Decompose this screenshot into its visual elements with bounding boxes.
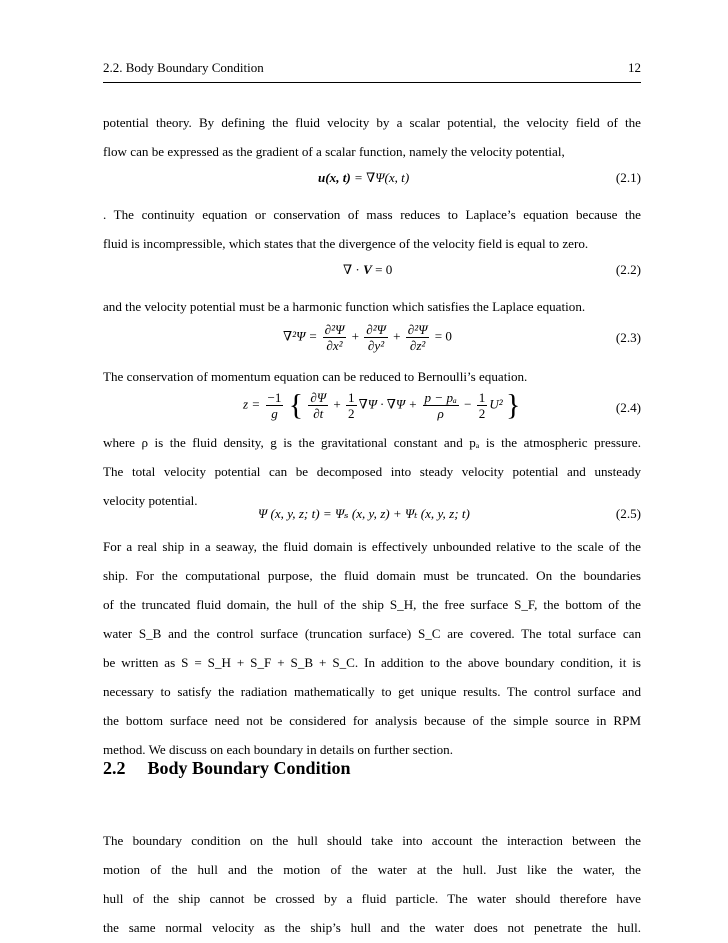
section-heading [103, 758, 351, 779]
text-line: be written as S = S_H + S_F + S_B + S_C. In addition to the above boundary condition, it is [103, 655, 641, 670]
fraction: $\frac{\text{∂²Ψ}}{\text{∂y²}}$ [366, 322, 386, 353]
text-line: the same normal velocity as the ship’s hull and the water does not penetrate the hull. [103, 920, 641, 935]
text-line: of the truncated fluid domain, the hull of the ship S_H, the free surface S_F, the bottom of the [103, 597, 641, 612]
equation-operator: ∇ · [343, 262, 364, 277]
equation-number: (2.5) [615, 506, 641, 521]
running-header [103, 60, 641, 76]
left-brace: { [288, 388, 304, 422]
running-title: 2.2. Body Boundary Condition [103, 60, 264, 75]
equation-2-4: z = $\frac{-1}{g}$ { $\frac{\partial\Psi}{\partial t}$ + $\frac{1}{2}$ ∇Ψ · ∇Ψ + $\frac{\text{p − pₐ}}{\rho}$ − $\frac{1}{2}$ U² } (2.4) [243, 388, 641, 422]
equation-rhs: = 0 [371, 262, 393, 277]
text-line: method. We discuss on each boundary in details on further section. [103, 742, 453, 757]
equation-2-3: ∇²Ψ = $\frac{\text{∂²Ψ}}{\text{∂x²}}$ + $\frac{\text{∂²Ψ}}{\text{∂y²}}$ + $\frac{\text{∂²Ψ}}{\text{∂z²}}$ = 0 (2.3) [283, 322, 641, 353]
equation-lhs: z = [243, 396, 261, 412]
equation-u-squared: U² [489, 396, 503, 412]
section-title: Body Boundary Condition [147, 758, 351, 778]
fraction: $\frac{\text{p − pₐ}}{\rho}$ [424, 390, 457, 421]
equation-tail: = 0 [434, 328, 452, 344]
text-line: motion of the hull and the motion of the water at the hull. Just like the water, the [103, 862, 641, 877]
fraction: $\frac{-1}{g}$ [267, 390, 282, 421]
equation-number: (2.3) [615, 330, 641, 345]
equation-body: Ψ (x, y, z; t) = Ψₛ (x, y, z) + Ψₜ (x, y, z; t) [258, 506, 470, 521]
equation-lhs: u(x, t) [318, 170, 351, 185]
equation-number: (2.2) [615, 262, 641, 277]
equation-lhs: ∇²Ψ = [283, 328, 318, 344]
paragraph [103, 532, 641, 764]
fraction: $\frac{1}{2}$ [478, 390, 486, 421]
text-line: the bottom surface need not be considered for analysis because of the simple source in RPM [103, 713, 641, 728]
text-line: water S_B and the control surface (truncation surface) S_C are covered. The total surface can [103, 626, 641, 641]
text-line: where ρ is the fluid density, g is the gravitational constant and pₐ is the atmospheric pressure. [103, 435, 641, 450]
text-line: flow can be expressed as the gradient of a scalar function, namely the velocity potential, [103, 144, 565, 159]
text-line: The boundary condition on the hull should take into account the interaction between the [103, 833, 641, 848]
equation-number: (2.4) [615, 400, 641, 415]
paragraph [103, 200, 641, 258]
paragraph [103, 428, 641, 515]
equation-number: (2.1) [615, 170, 641, 185]
header-rule [103, 82, 641, 83]
text-line: and the velocity potential must be a harmonic function which satisfies the Laplace equation. [103, 299, 586, 314]
equation-middle: ∇Ψ · ∇Ψ + [358, 396, 418, 412]
text-line: potential theory. By defining the fluid velocity by a scalar potential, the velocity field of the [103, 115, 641, 130]
paragraph [103, 826, 641, 942]
text-line: hull of the ship cannot be crossed by a fluid particle. The water should therefore have [103, 891, 641, 906]
fraction: $\frac{\partial\Psi}{\partial t}$ [310, 390, 327, 421]
fraction: $\frac{\text{∂²Ψ}}{\text{∂x²}}$ [324, 322, 345, 353]
text-line: The conservation of momentum equation can be reduced to Bernoulli’s equation. [103, 369, 528, 384]
paragraph [103, 108, 641, 166]
text-line: necessary to satisfy the radiation mathematically to get unique results. The control surface and [103, 684, 641, 699]
fraction: $\frac{\text{∂²Ψ}}{\text{∂z²}}$ [407, 322, 428, 353]
paragraph [103, 292, 641, 321]
text-line: For a real ship in a seaway, the fluid domain is effectively unbounded relative to the scale of the [103, 539, 641, 554]
text-line: ship. For the computational purpose, the fluid domain must be truncated. On the boundaries [103, 568, 641, 583]
text-line: The total velocity potential can be decomposed into steady velocity potential and unsteady [103, 464, 641, 479]
right-brace: } [506, 388, 521, 422]
equation-rhs: = ∇Ψ(x, t) [350, 170, 410, 185]
fraction: $\frac{1}{2}$ [348, 390, 355, 421]
text-line: . The continuity equation or conservation of mass reduces to Laplace’s equation because the [103, 207, 641, 222]
equation-variable: V [363, 262, 372, 277]
text-line: fluid is incompressible, which states that the divergence of the velocity field is equal to zero. [103, 236, 589, 251]
page-number: 12 [628, 60, 641, 75]
text-line: velocity potential. [103, 493, 198, 508]
paragraph [103, 362, 641, 391]
section-number: 2.2 [103, 758, 126, 778]
